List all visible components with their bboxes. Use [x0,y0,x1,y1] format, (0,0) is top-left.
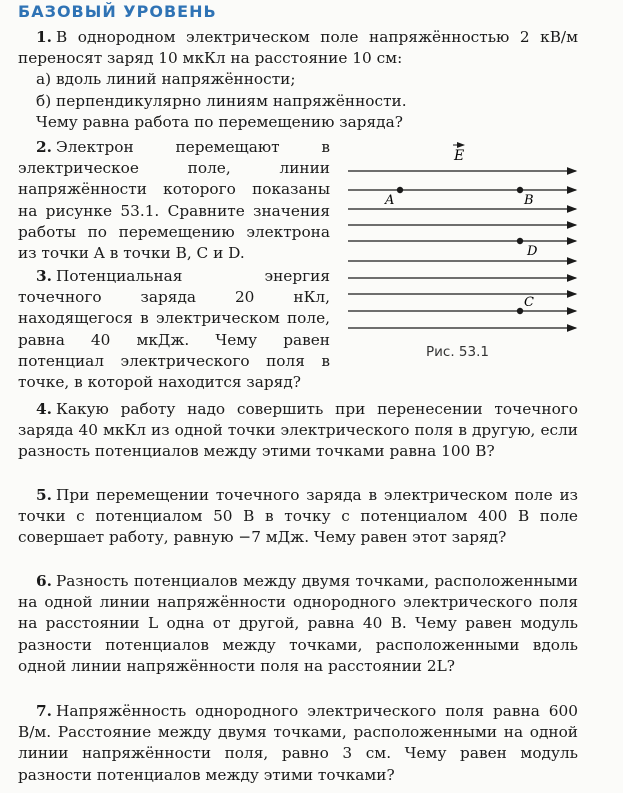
task-text: Электрон перемещают в электрическое поле, линии напряжённости которого показаны на рисунке 53.1. Сравните значения работы по перемещению электрона из точки A в точки B, C и D. [18,138,330,263]
task-number: 4. [36,400,52,418]
task-number: 5. [36,486,52,504]
task-text: В однородном электрическом поле напряжённостью 2 кВ/м переносят заряд 10 мкКл на расстояние 10 см: [18,28,578,68]
point-b-dot [517,187,523,193]
task-number: 7. [36,702,52,720]
task-4 [18,399,578,463]
point-a-label: A [385,193,395,208]
task-5 [18,485,578,549]
task-text: При перемещении точечного заряда в электрическом поле из точки с потенциалом 50 В в точку с потенциалом 400 В поле совершает работу, равную −7 мДж. Чему равен этот заряд? [18,486,578,547]
task-number: 2. [36,138,52,156]
field-lines-figure [340,138,580,338]
task-7 [18,701,578,786]
figure-caption: Рис. 53.1 [426,344,489,360]
vector-label: E [454,148,465,164]
task-text: Разность потенциалов между двумя точками, расположенными на одной линии напряжённости однородного электрического поля на расстоянии L одна от другой, равна 40 В. Чему равен модуль разности потенциалов между точками, расположенными вдоль одной линии напряжённости поля на расстоянии 2L? [18,572,578,675]
task-number: 1. [36,28,52,46]
task-text: Какую работу надо совершить при перенесении точечного заряда 40 мкКл из одной точки электрического поля в другую, если разность потенциалов между этими точками равна 100 В? [18,400,578,461]
task-6 [18,571,578,677]
point-d-label: D [527,244,538,259]
point-c-label: C [524,295,534,310]
point-c-dot [517,308,523,314]
section-heading: БАЗОВЫЙ УРОВЕНЬ [18,2,217,21]
point-a-dot [397,187,403,193]
task-text: Напряжённость однородного электрического поля равна 600 В/м. Расстояние между двумя точками, расположенными на одной линии напряжённости поля, равно 3 см. Чему равен модуль разности потенциалов между этими точками? [18,702,578,784]
task-1 [18,27,578,133]
task-1-option-b: б) перпендикулярно линиям напряжённости. [36,91,407,110]
task-number: 6. [36,572,52,590]
task-text: Потенциальная энергия точечного заряда 20 нКл, находящегося в электрическом поле, равна 40 мкДж. Чему равен потенциал электрического поля в точке, в которой находится заряд? [18,267,330,392]
task-number: 3. [36,267,52,285]
point-b-label: B [524,193,534,208]
task-1-question: Чему равна работа по перемещению заряда? [36,112,403,131]
task-3 [18,266,330,393]
task-1-option-a: а) вдоль линий напряжённости; [36,70,296,89]
point-d-dot [517,238,523,244]
task-2 [18,137,330,264]
